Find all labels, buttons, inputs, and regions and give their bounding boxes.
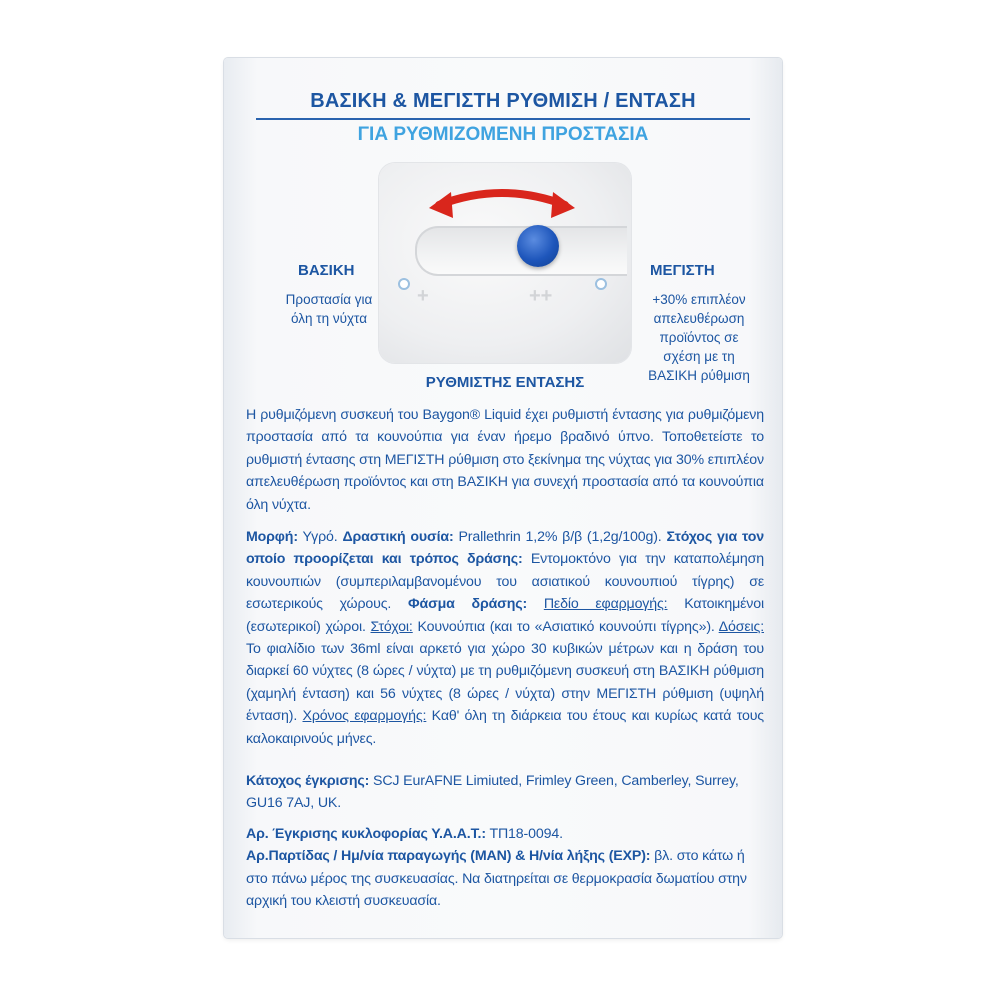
- basic-description: Προστασία για όλη τη νύχτα: [285, 292, 373, 326]
- legal-info: Κάτοχος έγκρισης: SCJ EurAFNE Limiuted, Frimley Green, Camberley, Surrey, GU16 7AJ, UK. Αρ. Έγκρισης κυκλοφορίας Υ.Α.Α.Τ.: ΤΠ18-0094. Αρ.Παρτίδας / Ημ/νία παραγωγής (MAN) & Η/νία λήξης (EXP): βλ. στο κάτω ή στο πάνω μέρος της συσκευασίας. Να διατηρείται σε θερμοκρασία δωματίου στην αρχική του κλειστή συσκευασία.: [246, 773, 747, 910]
- basic-pointer-dot: [398, 278, 410, 290]
- plus-mark-basic: +: [417, 285, 429, 307]
- double-arrow-icon: [427, 175, 577, 225]
- regulator-label: ΡΥΘΜΙΣΤΗΣ ΕΝΤΑΣΗΣ: [425, 374, 585, 391]
- intensity-knob: [517, 225, 559, 267]
- max-pointer-dot: [595, 278, 607, 290]
- title-divider: [256, 118, 750, 120]
- product-details: Μορφή: Υγρό. Δραστική ουσία: Prallethrin 1,2% β/β (1,2g/100g). Στόχος για τον οποίο προορίζεται και τρόπος δράσης: Εντομοκτόνο για την καταπολέμηση κουνουπιών (συμπεριλαμβανομένου του ασιατικού κουνουπιού τίγρης) σε εσωτερικούς χώρους. Φάσμα δράσης: Πεδίο εφαρμογής: Κατοικημένοι (εσωτερικοί) χώροι. Στόχοι: Κουνούπια (και το «Ασιατικό κουνούπι τίγρης»). Δόσεις: Το φιαλίδιο των 36ml είναι αρκετό για χώρο 30 κυβικών μέτρων και η δράση του διαρκεί 60 νύχτες (8 ώρες / νύχτα) με τη ρυθμιζόμενη συσκευή στη ΒΑΣΙΚΗ ρύθμιση (χαμηλή ένταση) και 56 νύχτες (8 ώρες / νύχτα) στην ΜΕΓΙΣΤΗ ρύθμιση (υψηλή ένταση). Χρόνος εφαρμογής: Καθ' όλη τη διάρκεια του έτους και κυρίως κατά τους καλοκαιρινούς μήνες.: [246, 529, 764, 747]
- intro-paragraph: Η ρυθμιζόμενη συσκευή του Baygon® Liquid έχει ρυθμιστή έντασης για ρυθμιζόμενη προστασία από τα κουνούπια για έναν ήρεμο βραδινό ύπνο. Τοποθετείστε το ρυθμιστή έντασης στη ΜΕΓΙΣΤΗ ρύθμιση στο ξεκίνημα της νύχτας για 30% επιπλέον απελευθέρωση προϊόντος και στη ΒΑΣΙΚΗ για συνεχή προστασία από τα κουνούπια όλη νύχτα.: [246, 407, 764, 513]
- page-title: ΒΑΣΙΚΗ & ΜΕΓΙΣΤΗ ΡΥΘΜΙΣΗ / ΕΝΤΑΣΗ: [310, 90, 696, 112]
- max-label: ΜΕΓΙΣΤΗ: [650, 262, 715, 279]
- package-panel: [224, 58, 782, 938]
- plus-mark-max: ++: [529, 285, 553, 307]
- basic-label: ΒΑΣΙΚΗ: [298, 262, 355, 279]
- max-description: +30% επιπλέον απελευθέρωση προϊόντος σε σχέση με τη ΒΑΣΙΚΗ ρύθμιση: [648, 292, 750, 383]
- device-photo: [379, 163, 631, 363]
- page-subtitle: ΓΙΑ ΡΥΘΜΙΖΟΜΕΝΗ ΠΡΟΣΤΑΣΙΑ: [357, 124, 649, 145]
